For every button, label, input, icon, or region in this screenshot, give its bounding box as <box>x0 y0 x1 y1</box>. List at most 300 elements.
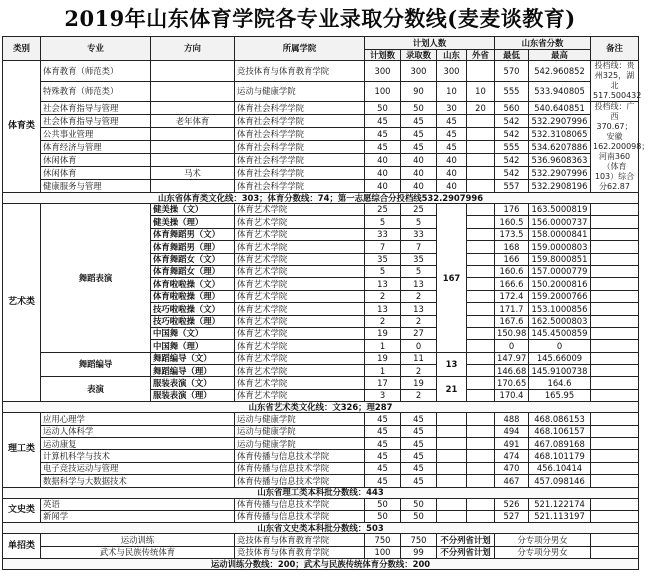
notes-cell <box>591 265 639 277</box>
outside-count <box>467 498 495 510</box>
major-name: 健康服务与管理 <box>41 180 151 193</box>
admitted-count: 25 <box>401 204 437 216</box>
table-row <box>3 377 639 389</box>
min-score: 171.7 <box>495 303 529 315</box>
admitted-count: 45 <box>401 450 437 462</box>
max-score: 468.086153 <box>529 413 591 425</box>
outside-count <box>467 327 495 339</box>
major-name: 社会体育指导与管理 <box>41 115 151 128</box>
max-score: 468.106157 <box>529 425 591 437</box>
major-name: 舞蹈表演 <box>41 204 151 353</box>
notes-cell <box>591 389 639 401</box>
direction <box>151 128 235 141</box>
col-max-score: 最高 <box>529 50 591 61</box>
min-score: 166 <box>495 253 529 265</box>
min-score: 474 <box>495 450 529 462</box>
direction <box>151 141 235 154</box>
summary-row <box>3 487 639 498</box>
college: 体育艺术学院 <box>235 327 365 339</box>
max-score: 153.1000856 <box>529 303 591 315</box>
major-name: 计算机科学与技术 <box>41 450 235 462</box>
min-score: 570 <box>495 61 529 82</box>
category-label: 艺术类 <box>3 204 41 402</box>
plan-count: 5 <box>365 216 401 228</box>
max-score: 534.6207886 <box>529 141 591 154</box>
plan-count: 750 <box>365 534 401 546</box>
admitted-count: 2 <box>401 290 437 302</box>
min-score: 526 <box>495 498 529 510</box>
min-score: 172.4 <box>495 290 529 302</box>
college: 体育艺术学院 <box>235 377 365 389</box>
summary-row <box>3 523 639 534</box>
admitted-count: 19 <box>401 377 437 389</box>
college: 体育传播与信息技术学院 <box>235 498 365 510</box>
college: 体育社会科学学院 <box>235 154 365 167</box>
table-row <box>3 61 639 82</box>
outside-count <box>467 128 495 141</box>
summary-text: 山东省理工类本科批分数线：443 <box>3 487 639 498</box>
college: 体育传播与信息技术学院 <box>235 510 365 522</box>
max-score: 533.940805 <box>529 81 591 102</box>
table-row <box>3 352 639 364</box>
max-score: 159.2000766 <box>529 290 591 302</box>
plan-count: 33 <box>365 228 401 240</box>
outside-count <box>467 365 495 377</box>
outside-count <box>467 462 495 474</box>
admitted-count: 35 <box>401 253 437 265</box>
sub-direction: 舞蹈编导（理） <box>151 365 235 377</box>
plan-count: 45 <box>365 141 401 154</box>
notes-cell <box>591 475 639 487</box>
college: 运动与健康学院 <box>235 413 365 425</box>
college: 体育艺术学院 <box>235 352 365 364</box>
col-min-score: 最低 <box>495 50 529 61</box>
notes-cell <box>591 534 639 546</box>
shandong-count <box>437 450 467 462</box>
min-score: 分专项分男女 <box>495 534 591 546</box>
notes-cell <box>591 450 639 462</box>
min-score: 167.6 <box>495 315 529 327</box>
max-score: 165.95 <box>529 389 591 401</box>
table-row <box>3 450 639 462</box>
plan-count: 1 <box>365 340 401 352</box>
college: 体育艺术学院 <box>235 228 365 240</box>
major-name: 社会体育指导与管理 <box>41 102 151 115</box>
admitted-count: 45 <box>401 115 437 128</box>
max-score: 468.101179 <box>529 450 591 462</box>
shandong-count <box>437 438 467 450</box>
notes-cell <box>591 377 639 389</box>
table-row <box>3 413 639 425</box>
admitted-count: 45 <box>401 438 437 450</box>
max-score: 0 <box>529 340 591 352</box>
min-score: 494 <box>495 425 529 437</box>
notes-cell <box>591 546 639 558</box>
outside-count <box>467 352 495 364</box>
plan-count: 17 <box>365 377 401 389</box>
max-score: 163.5000819 <box>529 204 591 216</box>
plan-count: 1 <box>365 365 401 377</box>
plan-count: 45 <box>365 115 401 128</box>
min-score: 146.68 <box>495 365 529 377</box>
outside-count <box>467 340 495 352</box>
sub-direction: 体育啦啦操（文） <box>151 278 235 290</box>
plan-count: 45 <box>365 413 401 425</box>
outside-count <box>467 510 495 522</box>
admitted-count: 50 <box>401 510 437 522</box>
college: 体育艺术学院 <box>235 365 365 377</box>
plan-count: 5 <box>365 265 401 277</box>
outside-count <box>467 167 495 180</box>
admitted-count: 40 <box>401 154 437 167</box>
plan-count: 45 <box>365 450 401 462</box>
college: 体育社会科学学院 <box>235 180 365 193</box>
outside-count <box>467 438 495 450</box>
max-score: 164.6 <box>529 377 591 389</box>
outside-count <box>467 475 495 487</box>
shandong-count: 45 <box>437 128 467 141</box>
notes-cell <box>591 303 639 315</box>
sub-direction: 中国舞（文） <box>151 327 235 339</box>
sub-direction: 服装表演（文） <box>151 377 235 389</box>
table-row <box>3 498 639 510</box>
shandong-count: 167 <box>437 204 467 353</box>
college: 体育艺术学院 <box>235 278 365 290</box>
col-notes: 备注 <box>591 37 639 61</box>
major-name: 体育经济与管理 <box>41 141 151 154</box>
outside-count <box>467 154 495 167</box>
outside-count <box>467 141 495 154</box>
plan-count: 7 <box>365 241 401 253</box>
plan-count: 50 <box>365 102 401 115</box>
sub-direction: 体育啦啦操（理） <box>151 290 235 302</box>
college: 体育艺术学院 <box>235 204 365 216</box>
shandong-count: 不分列省计划 <box>437 546 495 558</box>
admitted-count: 2 <box>401 365 437 377</box>
college: 体育社会科学学院 <box>235 102 365 115</box>
col-outside: 外省 <box>467 50 495 61</box>
category-label: 文史类 <box>3 498 41 523</box>
major-name: 武术与民族传统体育 <box>41 546 235 558</box>
arts-section <box>3 204 639 413</box>
max-score: 532.2908196 <box>529 180 591 193</box>
min-score: 147.97 <box>495 352 529 364</box>
outside-count <box>467 204 495 216</box>
min-score: 166.6 <box>495 278 529 290</box>
table-row <box>3 438 639 450</box>
shandong-count: 300 <box>437 61 467 82</box>
min-score: 168 <box>495 241 529 253</box>
shandong-count <box>437 462 467 474</box>
single-section <box>3 534 639 570</box>
direction <box>151 61 235 82</box>
table-row <box>3 475 639 487</box>
notes-cell <box>591 216 639 228</box>
min-score: 467 <box>495 475 529 487</box>
plan-count: 100 <box>365 546 401 558</box>
outside-count <box>467 377 495 389</box>
admitted-count: 45 <box>401 141 437 154</box>
table-row <box>3 204 639 216</box>
outside-count <box>467 253 495 265</box>
max-score: 145.4500859 <box>529 327 591 339</box>
outside-count <box>467 450 495 462</box>
shandong-count <box>437 425 467 437</box>
college: 竞技体育与体育教育学院 <box>235 534 365 546</box>
major-name: 英语 <box>41 498 235 510</box>
liberal-section <box>3 498 639 534</box>
direction <box>151 180 235 193</box>
max-score: 159.0000803 <box>529 241 591 253</box>
shandong-count: 13 <box>437 352 467 377</box>
category-label: 单招类 <box>3 534 41 559</box>
major-name: 数据科学与大数据技术 <box>41 475 235 487</box>
summary-text: 运动训练分数线：200；武术与民族传统体育分数线：200 <box>3 559 639 570</box>
plan-count: 40 <box>365 167 401 180</box>
admitted-count: 33 <box>401 228 437 240</box>
max-score: 145.66009 <box>529 352 591 364</box>
summary-row <box>3 193 639 204</box>
plan-count: 35 <box>365 253 401 265</box>
major-name: 休闲体育 <box>41 154 151 167</box>
shandong-count <box>437 413 467 425</box>
plan-count: 45 <box>365 475 401 487</box>
page-title: 2019年山东体育学院各专业录取分数线(麦麦谈教育) <box>64 6 576 31</box>
col-admitted: 录取数 <box>401 50 437 61</box>
outside-count <box>467 413 495 425</box>
min-score: 542 <box>495 154 529 167</box>
plan-count: 300 <box>365 61 401 82</box>
college: 运动与健康学院 <box>235 81 365 102</box>
direction: 马术 <box>151 167 235 180</box>
notes-cell <box>591 438 639 450</box>
min-score: 555 <box>495 81 529 102</box>
admitted-count: 45 <box>401 425 437 437</box>
admitted-count: 99 <box>401 546 437 558</box>
plan-count: 50 <box>365 498 401 510</box>
notes-cell <box>591 204 639 216</box>
plan-count: 45 <box>365 128 401 141</box>
plan-count: 50 <box>365 510 401 522</box>
table-row <box>3 81 639 102</box>
admitted-count: 45 <box>401 475 437 487</box>
plan-count: 19 <box>365 327 401 339</box>
col-major: 专业 <box>41 37 151 61</box>
major-name: 舞蹈编导 <box>41 352 151 377</box>
summary-text: 山东省体育类文化线：303；体育分数线：74；第一志愿综合分投档线532.2907996 <box>3 193 639 204</box>
outside-count <box>467 290 495 302</box>
sub-direction: 健美操（理） <box>151 216 235 228</box>
admitted-count: 50 <box>401 102 437 115</box>
sub-direction: 体育舞蹈男（文） <box>151 228 235 240</box>
major-name: 新闻学 <box>41 510 235 522</box>
sub-direction: 体育舞蹈女（文） <box>151 253 235 265</box>
max-score: 162.5000803 <box>529 315 591 327</box>
table-row <box>3 115 639 128</box>
shandong-count: 21 <box>437 377 467 402</box>
category-label: 体育类 <box>3 61 41 193</box>
outside-count <box>467 115 495 128</box>
plan-count: 3 <box>365 389 401 401</box>
admitted-count: 50 <box>401 498 437 510</box>
major-name: 公共事业管理 <box>41 128 151 141</box>
admitted-count: 750 <box>401 534 437 546</box>
notes-cell <box>591 340 639 352</box>
major-name: 体育教育（师范类） <box>41 61 151 82</box>
admitted-count: 13 <box>401 278 437 290</box>
admitted-count: 0 <box>401 340 437 352</box>
max-score: 532.2907996 <box>529 167 591 180</box>
college: 竞技体育与体育教育学院 <box>235 546 365 558</box>
major-name: 特殊教育（师范类） <box>41 81 151 102</box>
outside-count <box>467 303 495 315</box>
plan-count: 19 <box>365 352 401 364</box>
major-name: 表演 <box>41 377 151 402</box>
outside-count <box>467 180 495 193</box>
summary-row <box>3 559 639 570</box>
college: 体育艺术学院 <box>235 389 365 401</box>
college: 竞技体育与体育教育学院 <box>235 61 365 82</box>
shandong-count: 40 <box>437 154 467 167</box>
category-label: 理工类 <box>3 413 41 487</box>
table-row <box>3 167 639 180</box>
min-score: 542 <box>495 128 529 141</box>
notes-cell <box>591 327 639 339</box>
notes-cell <box>591 253 639 265</box>
max-score: 532.2907996 <box>529 115 591 128</box>
direction <box>151 81 235 102</box>
admitted-count: 5 <box>401 265 437 277</box>
outside-count <box>467 315 495 327</box>
plan-count: 100 <box>365 81 401 102</box>
min-score: 542 <box>495 115 529 128</box>
college: 体育传播与信息技术学院 <box>235 462 365 474</box>
col-category: 类别 <box>3 37 41 61</box>
note-bottom: 投档线：广西370.67；安徽162.200098；河南360（体育103）综合分62.87 <box>591 102 639 193</box>
plan-count: 40 <box>365 154 401 167</box>
min-score: 170.65 <box>495 377 529 389</box>
col-province-group: 山东省分数 <box>495 37 591 50</box>
admitted-count: 11 <box>401 352 437 364</box>
sub-direction: 健美操（文） <box>151 204 235 216</box>
min-score: 173.5 <box>495 228 529 240</box>
college: 体育艺术学院 <box>235 290 365 302</box>
plan-count: 45 <box>365 462 401 474</box>
max-score: 467.089168 <box>529 438 591 450</box>
notes-cell <box>591 365 639 377</box>
shandong-count <box>437 475 467 487</box>
col-plan-count: 计划数 <box>365 50 401 61</box>
max-score: 532.3108065 <box>529 128 591 141</box>
sports-section <box>3 61 649 204</box>
outside-count <box>467 278 495 290</box>
min-score: 150.98 <box>495 327 529 339</box>
college: 体育传播与信息技术学院 <box>235 475 365 487</box>
admission-score-table <box>2 36 649 570</box>
min-score: 557 <box>495 180 529 193</box>
admitted-count: 2 <box>401 315 437 327</box>
notes-cell <box>591 278 639 290</box>
max-score: 521.113197 <box>529 510 591 522</box>
table-row <box>3 534 639 546</box>
outside-count: 10 <box>467 81 495 102</box>
shandong-count: 45 <box>437 115 467 128</box>
table-row <box>3 128 639 141</box>
table-row <box>3 141 639 154</box>
min-score: 170.4 <box>495 389 529 401</box>
notes-cell <box>591 498 639 510</box>
min-score: 160.6 <box>495 265 529 277</box>
sub-direction: 服装表演（理） <box>151 389 235 401</box>
min-score: 560 <box>495 102 529 115</box>
min-score: 176 <box>495 204 529 216</box>
admitted-count: 5 <box>401 216 437 228</box>
summary-row <box>3 402 639 413</box>
direction: 老年体育 <box>151 115 235 128</box>
shandong-count: 40 <box>437 167 467 180</box>
college: 体育艺术学院 <box>235 265 365 277</box>
max-score: 540.640851 <box>529 102 591 115</box>
admitted-count: 45 <box>401 413 437 425</box>
major-name: 运动人体科学 <box>41 425 235 437</box>
college: 体育艺术学院 <box>235 340 365 352</box>
header-row-1 <box>3 37 639 50</box>
plan-count: 45 <box>365 438 401 450</box>
college: 体育艺术学院 <box>235 253 365 265</box>
admitted-count: 300 <box>401 61 437 82</box>
major-name: 休闲体育 <box>41 167 151 180</box>
table-row <box>3 546 639 558</box>
min-score: 470 <box>495 462 529 474</box>
shandong-count: 10 <box>437 81 467 102</box>
major-name: 应用心理学 <box>41 413 235 425</box>
major-name: 电子竞技运动与管理 <box>41 462 235 474</box>
college: 体育艺术学院 <box>235 315 365 327</box>
sub-direction: 体育舞蹈男（理） <box>151 241 235 253</box>
notes-cell <box>591 462 639 474</box>
admitted-count: 90 <box>401 81 437 102</box>
outside-count <box>467 265 495 277</box>
notes-cell <box>591 413 639 425</box>
college: 体育艺术学院 <box>235 303 365 315</box>
admitted-count: 7 <box>401 241 437 253</box>
shandong-count: 40 <box>437 180 467 193</box>
max-score: 157.0000779 <box>529 265 591 277</box>
outside-count <box>467 425 495 437</box>
sub-direction: 中国舞（理） <box>151 340 235 352</box>
admitted-count: 27 <box>401 327 437 339</box>
col-shandong: 山东 <box>437 50 467 61</box>
plan-count: 2 <box>365 290 401 302</box>
admitted-count: 40 <box>401 167 437 180</box>
outside-count <box>467 61 495 82</box>
min-score: 488 <box>495 413 529 425</box>
col-plan-group: 计划人数 <box>365 37 495 50</box>
max-score: 158.0000841 <box>529 228 591 240</box>
max-score: 536.9608363 <box>529 154 591 167</box>
college: 体育传播与信息技术学院 <box>235 450 365 462</box>
max-score: 521.122174 <box>529 498 591 510</box>
college: 运动与健康学院 <box>235 425 365 437</box>
major-name: 运动训练 <box>41 534 235 546</box>
sub-direction: 技巧啦啦操（理） <box>151 315 235 327</box>
major-name: 运动康复 <box>41 438 235 450</box>
max-score: 150.2000816 <box>529 278 591 290</box>
college: 体育艺术学院 <box>235 241 365 253</box>
min-score: 分专项分男女 <box>495 546 591 558</box>
min-score: 542 <box>495 167 529 180</box>
direction <box>151 154 235 167</box>
